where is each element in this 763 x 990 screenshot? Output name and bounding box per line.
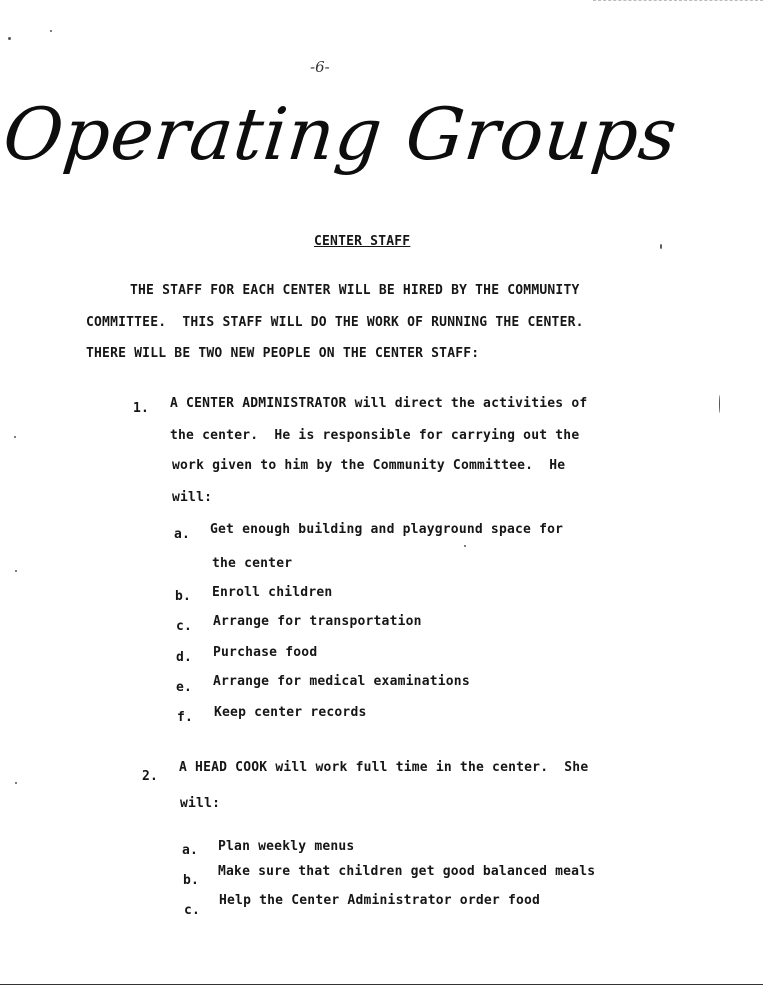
list-number: 2. [142,769,159,784]
list-item-line: will: [180,796,221,811]
sub-item-line: Arrange for transportation [213,614,422,629]
sub-letter: c. [176,619,193,634]
sub-item-line: Enroll children [212,585,333,600]
list-item-line: A HEAD COOK will work full time in the center. She [179,760,589,775]
section-heading: CENTER STAFF [314,234,411,249]
sub-item-line: Plan weekly menus [218,839,355,854]
scan-speck [719,395,720,413]
sub-item-line: Arrange for medical examinations [213,674,470,689]
sub-letter: e. [176,680,193,695]
intro-line: COMMITTEE. THIS STAFF WILL DO THE WORK OF RUNNING THE CENTER. [86,315,584,330]
sub-item-line: Make sure that children get good balanced meals [218,864,596,879]
sub-letter: c. [184,903,201,918]
page-number: -6- [310,58,330,76]
list-item-line: the center. He is responsible for carrying out the [170,428,580,443]
sub-item-line: the center [212,556,293,571]
scan-edge-dash [593,0,763,1]
sub-letter: b. [183,873,200,888]
list-item-line: A CENTER ADMINISTRATOR will direct the activities of [170,396,588,411]
scan-speck [660,244,662,249]
sub-item-line: Purchase food [213,645,318,660]
sub-letter: a. [174,527,191,542]
sub-item-line: Keep center records [214,705,367,720]
scan-speck [15,782,17,784]
scan-speck [14,436,16,438]
sub-item-line: Help the Center Administrator order food [219,893,541,908]
scan-speck [15,570,17,572]
intro-line: THE STAFF FOR EACH CENTER WILL BE HIRED BY THE COMMUNITY [130,283,580,298]
sub-letter: a. [182,843,199,858]
sub-letter: b. [175,589,192,604]
list-item-line: work given to him by the Community Committee. He [172,458,566,473]
sub-letter: d. [176,650,193,665]
scan-speck [50,30,52,32]
sub-item-line: Get enough building and playground space for [210,522,564,537]
intro-line: THERE WILL BE TWO NEW PEOPLE ON THE CENTER STAFF: [86,346,480,361]
scan-speck [8,37,11,40]
sub-letter: f. [177,710,194,725]
handwritten-title: Operating Groups [0,92,682,176]
list-number: 1. [133,401,150,416]
list-item-line: will: [172,490,213,505]
scan-speck [464,545,466,547]
scan-bottom-edge [0,984,763,985]
